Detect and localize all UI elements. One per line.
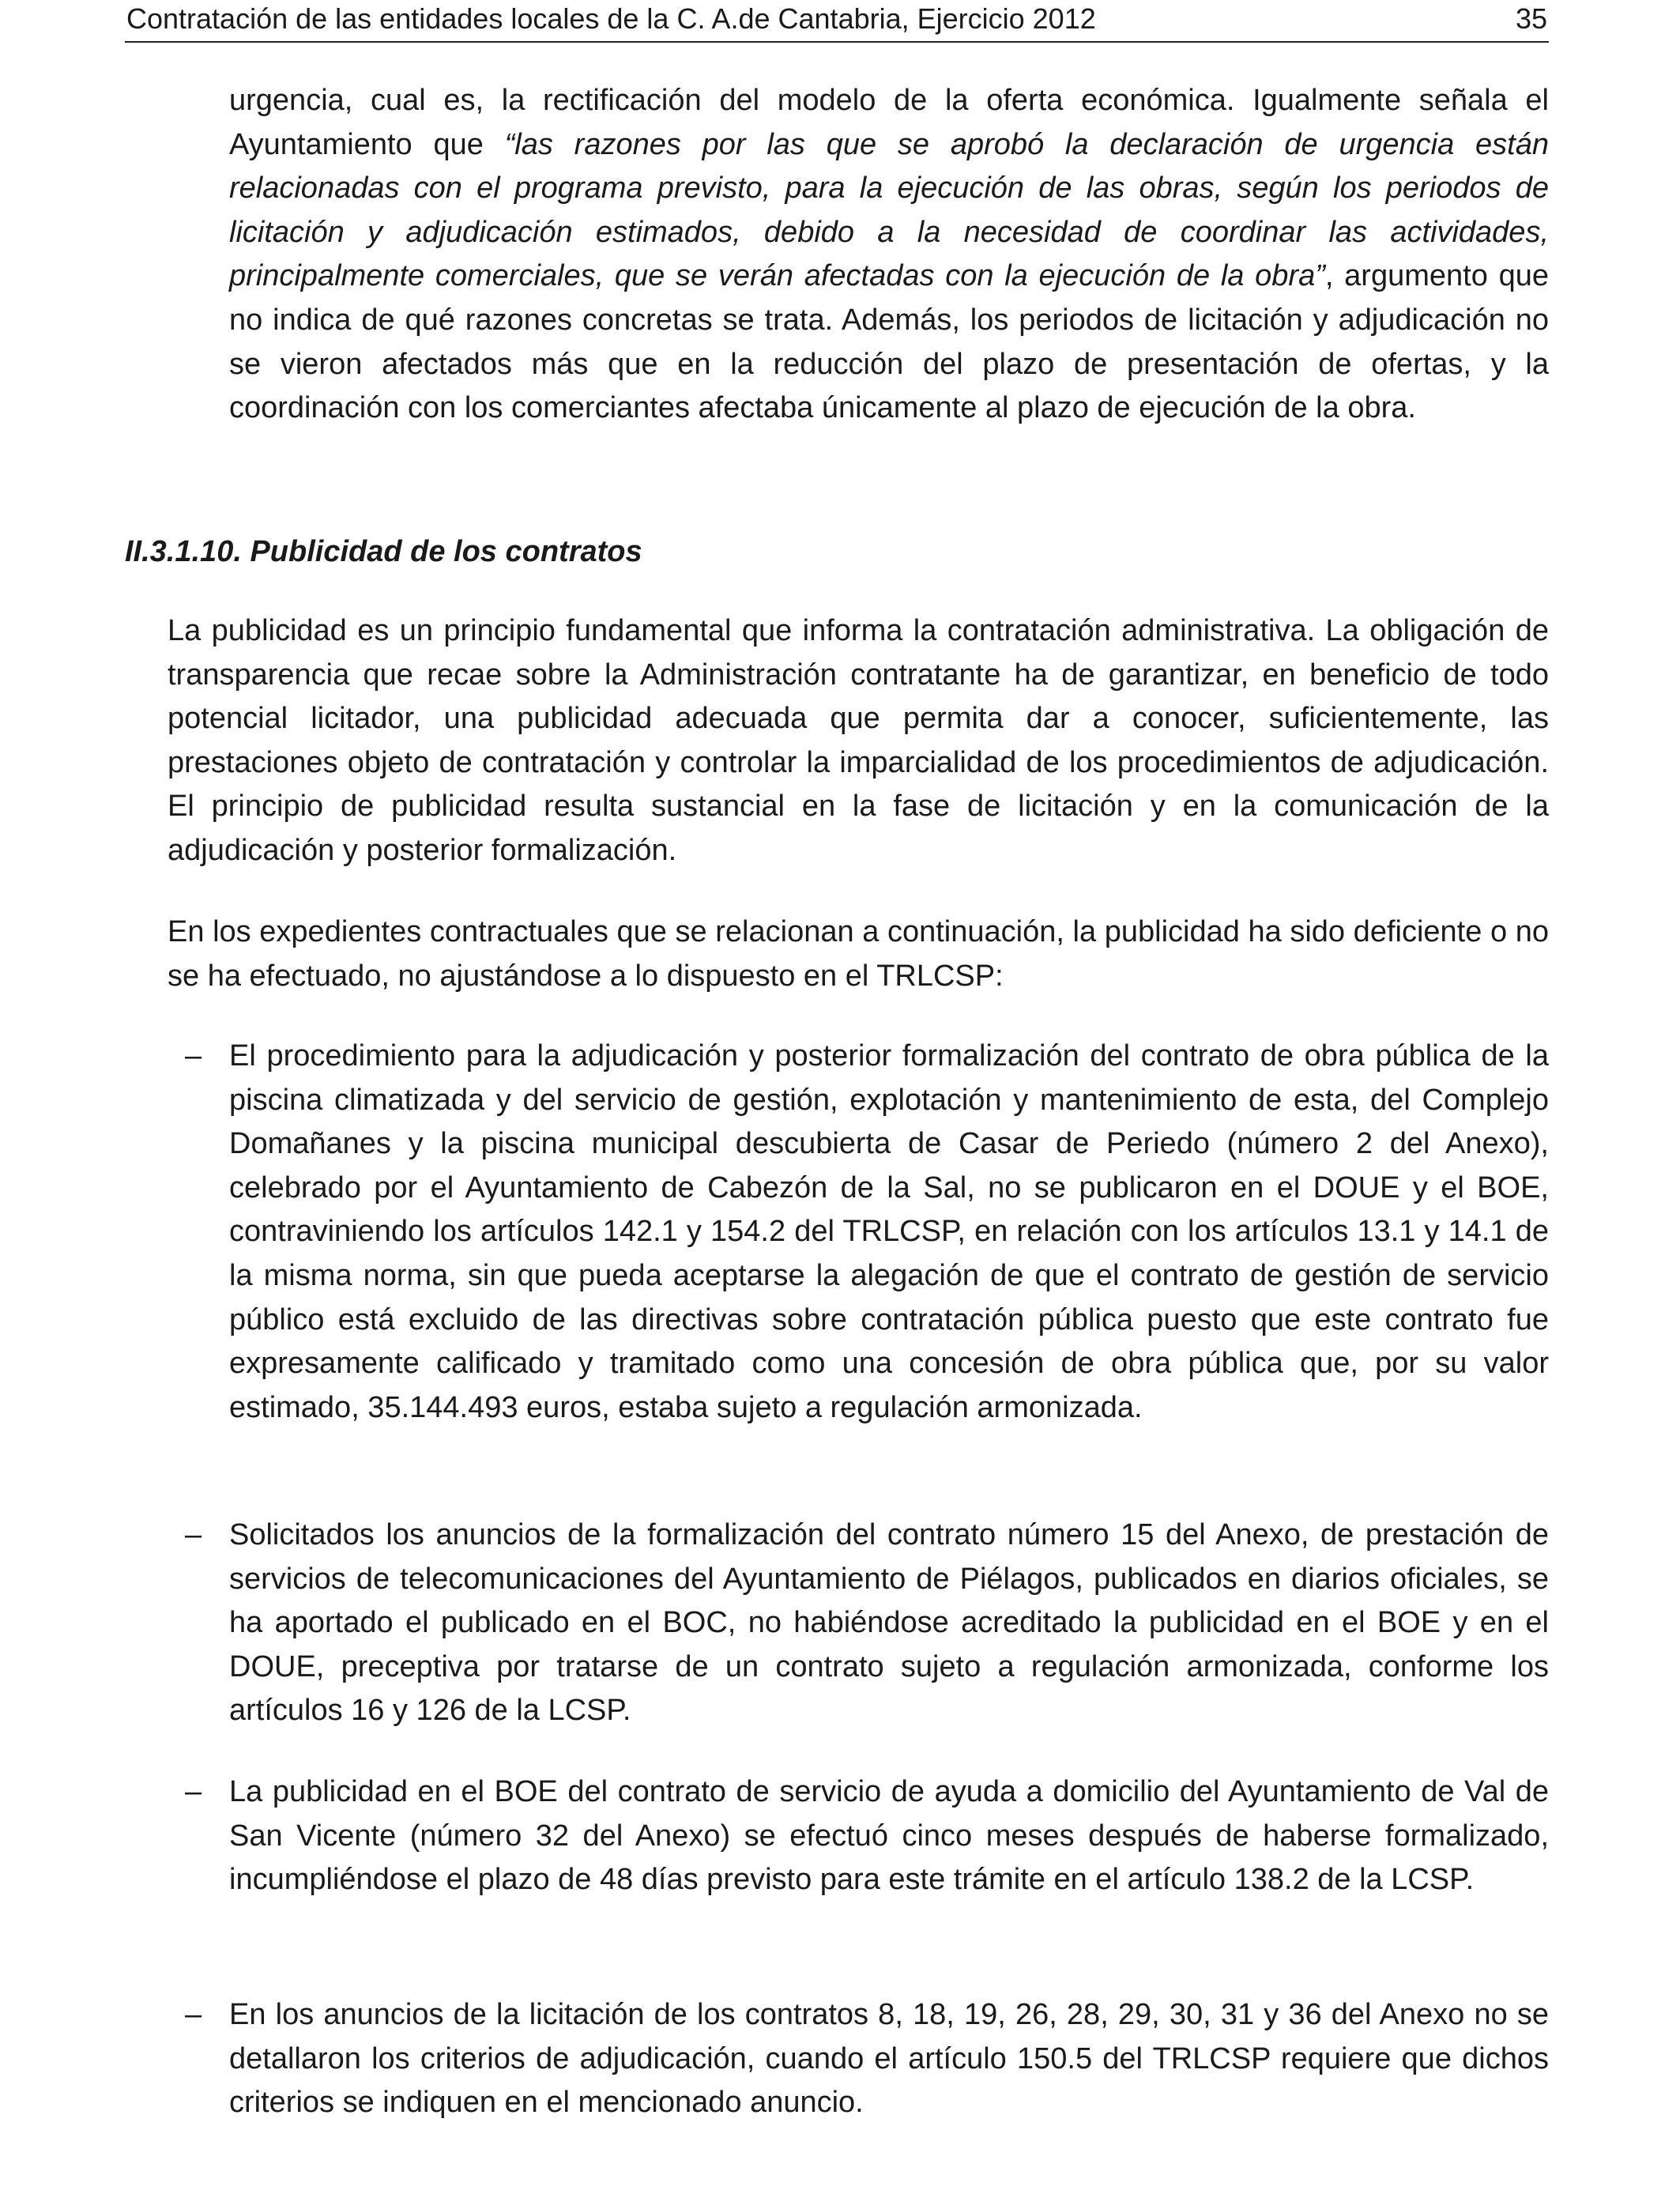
header-title: Contratación de las entidades locales de la C. A.de Cantabria, Ejercicio 2012 <box>126 2 1096 35</box>
paragraph <box>168 609 1549 873</box>
continuation-text-start: urgencia, cual es, la rectificación del modelo de la oferta económica. Igualmente señala el Ayuntamiento que <box>229 84 1549 161</box>
list-item-text: En los anuncios de la licitación de los contratos 8, 18, 19, 26, 28, 29, 30, 31 y 36 del Anexo no se detallaron los criterios de adjudicación, cuando el artículo 150.5 del TRLCSP requiere que dichos criterios se indiquen en el mencionado anuncio. <box>229 1998 1549 2120</box>
continuation-paragraph <box>229 79 1549 431</box>
continuation-text-end: , argumento que no indica de qué razones concretas se trata. Además, los periodos de licitación y adjudicación no se vieron afectados más que en la reducción del plazo de presentación de ofertas, y la coordinación con los comerciantes afectaba únicamente al plazo de ejecución de la obra. <box>229 259 1549 425</box>
list-item-text: La publicidad en el BOE del contrato de servicio de ayuda a domicilio del Ayuntamiento de Val de San Vicente (número 32 del Anexo) se efectuó cinco meses después de haberse formalizado, incumpliéndose el plazo de 48 días previsto para este trámite en el artículo 138.2 de la LCSP. <box>229 1775 1549 1897</box>
list-item-text: Solicitados los anuncios de la formalización del contrato número 15 del Anexo, de prestación de servicios de telecomunicaciones del Ayuntamiento de Piélagos, publicados en diarios oficiales, se ha aportado el publicado en el BOC, no habiéndose acreditado la publicidad en el BOE y en el DOUE, preceptiva por tratarse de un contrato sujeto a regulación armonizada, conforme los artículos 16 y 126 de la LCSP. <box>229 1518 1549 1728</box>
list-item <box>185 1770 1549 1902</box>
paragraph-text: La publicidad es un principio fundamental que informa la contratación administrativa. La obligación de transparencia que recae sobre la Administración contratante ha de garantizar, en beneficio de todo potencial licitador, una publicidad adecuada que permita dar a conocer, suficientemente, las prestaciones objeto de contratación y controlar la imparcialidad de los procedimientos de adjudicación. El principio de publicidad resulta sustancial en la fase de licitación y en la comunicación de la adjudicación y posterior formalización. <box>168 614 1549 867</box>
dash-bullet: – <box>185 1518 202 1551</box>
quoted-statement: “las razones por las que se aprobó la declaración de urgencia están relacionadas con el programa previsto, para la ejecución de las obras, según los periodos de licitación y adjudicación estimados, debido a la necesidad de coordinar las actividades, principalmente comerciales, que se verán afectadas con la ejecución de la obra” <box>229 127 1549 293</box>
list-item <box>185 1514 1549 1733</box>
paragraph-text: En los expedientes contractuales que se relacionan a continuación, la publicidad ha sido deficiente o no se ha efectuado, no ajustándose a lo dispuesto en el TRLCSP: <box>168 915 1549 993</box>
paragraph <box>168 910 1549 998</box>
list-item <box>185 1035 1549 1430</box>
dash-bullet: – <box>185 1775 202 1808</box>
section-heading: II.3.1.10. Publicidad de los contratos <box>125 535 642 568</box>
page-header <box>125 0 1549 43</box>
dash-bullet: – <box>185 1039 202 1072</box>
page-number: 35 <box>1515 2 1547 35</box>
list-item-text: El procedimiento para la adjudicación y posterior formalización del contrato de obra pública de la piscina climatizada y del servicio de gestión, explotación y mantenimiento de esta, del Complejo Domañanes y la piscina municipal descubierta de Casar de Periedo (número 2 del Anexo), celebrado por el Ayuntamiento de Cabezón de la Sal, no se publicaron en el DOUE y el BOE, contraviniendo los artículos 142.1 y 154.2 del TRLCSP, en relación con los artículos 13.1 y 14.1 de la misma norma, sin que pueda aceptarse la alegación de que el contrato de gestión de servicio público está excluido de las directivas sobre contratación pública puesto que este contrato fue expresamente calificado y tramitado como una concesión de obra pública que, por su valor estimado, 35.144.493 euros, estaba sujeto a regulación armonizada. <box>229 1039 1549 1424</box>
list-item <box>185 1993 1549 2125</box>
dash-bullet: – <box>185 1998 202 2031</box>
